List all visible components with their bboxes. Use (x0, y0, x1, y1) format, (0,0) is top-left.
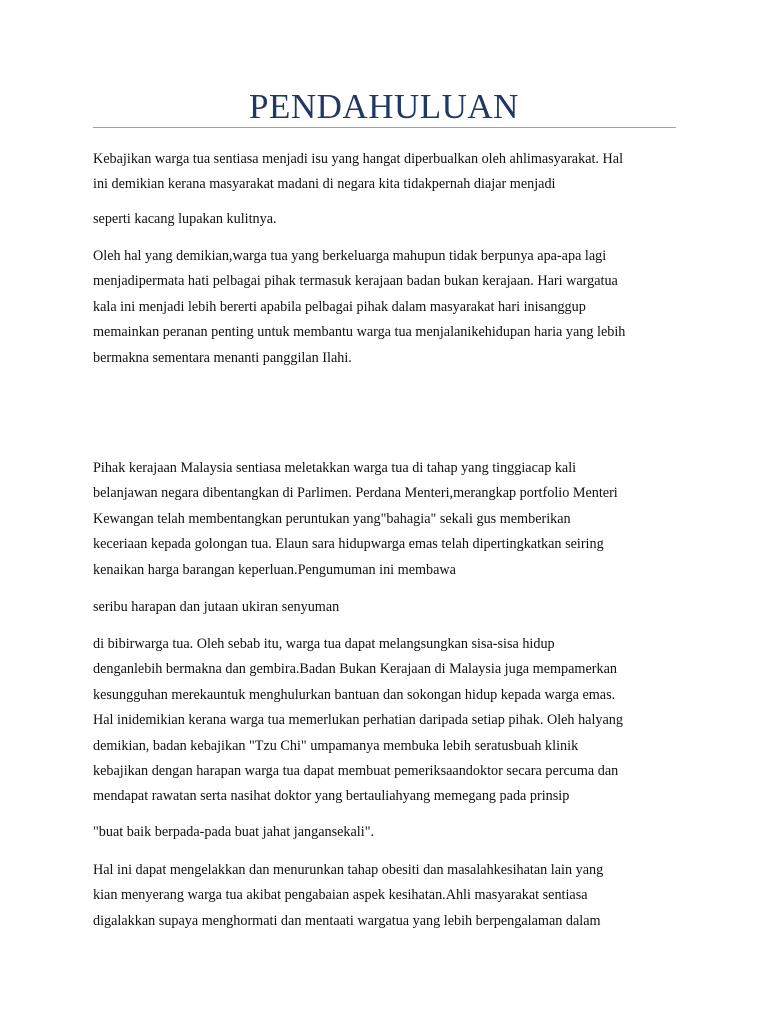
paragraph-2 (93, 207, 683, 232)
paragraph-3 (93, 244, 683, 371)
paragraph-line: kesungguhan merekauntuk menghulurkan bantuan dan sokongan hidup kepada warga emas. (93, 686, 616, 703)
paragraph-line: Hal ini dapat mengelakkan dan menurunkan tahap obesiti dan masalahkesihatan lain yang (93, 862, 604, 878)
paragraph-line: "buat baik berpada-pada buat jahat jangansekali". (93, 824, 375, 840)
paragraph-line: ini demikian kerana masyarakat madani di negara kita tidakpernah diajar menjadi (93, 176, 556, 193)
paragraph-line: seribu harapan dan jutaan ukiran senyuman (93, 599, 340, 615)
paragraph-6 (93, 632, 683, 810)
paragraph-line: seperti kacang lupakan kulitnya. (93, 211, 277, 227)
paragraph-line: Hal inidemikian kerana warga tua memerlukan perhatian daripada setiap pihak. Oleh halyang (93, 712, 623, 729)
paragraph-line: Kewangan telah membentangkan peruntukan yang"bahagia" sekali gus memberikan (93, 510, 571, 527)
paragraph-line: menjadipermata hati pelbagai pihak termasuk kerajaan badan bukan kerajaan. Hari wargatua (93, 273, 618, 290)
paragraph-4 (93, 456, 683, 583)
paragraph-1 (93, 147, 683, 198)
paragraph-8 (93, 858, 683, 934)
paragraph-line: mendapat rawatan serta nasihat doktor yang bertauliahyang memegang pada prinsip (93, 788, 570, 805)
paragraph-7 (93, 820, 683, 845)
paragraph-line: keceriaan kepada golongan tua. Elaun sara hidupwarga emas telah dipertingkatkan seiring (93, 536, 604, 553)
paragraph-line: denganlebih bermakna dan gembira.Badan Bukan Kerajaan di Malaysia juga mempamerkan (93, 661, 617, 678)
title-underline (93, 127, 676, 128)
paragraph-line: Pihak kerajaan Malaysia sentiasa meletakkan warga tua di tahap yang tinggiacap kali (93, 460, 577, 476)
paragraph-line: kebajikan dengan harapan warga tua dapat membuat pemeriksaandoktor secara percuma dan (93, 763, 619, 780)
paragraph-line: Oleh hal yang demikian,warga tua yang berkeluarga mahupun tidak berpunya apa-apa lagi (93, 248, 607, 264)
paragraph-line: memainkan peranan penting untuk membantu warga tua menjalanikehidupan haria yang lebih (93, 324, 626, 341)
paragraph-line: kala ini menjadi lebih bererti apabila pelbagai pihak dalam masyarakat hari inisanggup (93, 298, 586, 315)
paragraph-line: digalakkan supaya menghormati dan mentaati wargatua yang lebih berpengalaman dalam (93, 912, 601, 929)
paragraph-line: Kebajikan warga tua sentiasa menjadi isu yang hangat diperbualkan oleh ahlimasyarakat. Hal (93, 151, 624, 167)
paragraph-line: di bibirwarga tua. Oleh sebab itu, warga tua dapat melangsungkan sisa-sisa hidup (93, 636, 555, 652)
paragraph-line: kenaikan harga barangan keperluan.Pengumuman ini membawa (93, 561, 456, 578)
document-title: PENDAHULUAN (249, 87, 519, 126)
paragraph-line: demikian, badan kebajikan "Tzu Chi" umpamanya membuka lebih seratusbuah klinik (93, 737, 579, 754)
paragraph-5 (93, 595, 683, 620)
paragraph-line: belanjawan negara dibentangkan di Parlimen. Perdana Menteri,merangkap portfolio Menteri (93, 485, 618, 502)
paragraph-line: bermakna sementara menanti panggilan Ilahi. (93, 349, 352, 366)
paragraph-line: kian menyerang warga tua akibat pengabaian aspek kesihatan.Ahli masyarakat sentiasa (93, 887, 588, 904)
